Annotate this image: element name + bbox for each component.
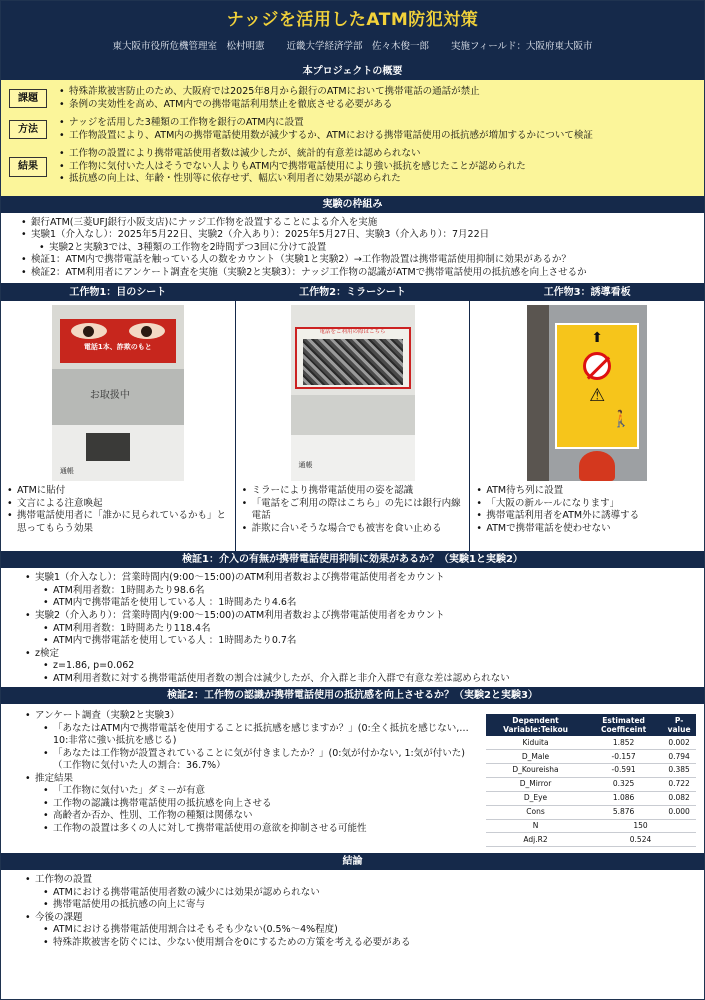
conclusion-list: [23, 874, 692, 949]
list-item: • ATMで携帯電話を使わせない: [474, 523, 698, 536]
atm-screen-label: お取扱中: [89, 390, 130, 402]
tool-heading: 工作物3：誘導看板: [470, 284, 704, 301]
overview-label: 方法: [9, 120, 47, 139]
table-cell: Adj.R2: [486, 833, 585, 847]
mirror-surface: [303, 339, 403, 385]
walking-person-icon: 🚶: [611, 408, 632, 428]
list-item: • ATM待ち列に設置: [474, 485, 698, 498]
table-cell: 1.852: [585, 736, 662, 749]
table-cell: 1.086: [585, 791, 662, 805]
table-cell: 0.794: [662, 750, 696, 764]
list-item: • ATM利用者数：1時間あたり98.6名: [23, 585, 692, 598]
table-cell: 0.722: [662, 777, 696, 791]
conclusion-heading: 結論: [1, 853, 704, 870]
table-cell: 0.002: [662, 736, 696, 749]
list-item: • 工作物の設置により携帯電話使用者数は減少したが、統計的有意差は認められない: [57, 148, 696, 161]
author-line: [1, 41, 704, 54]
overview-row-result: [9, 148, 696, 186]
table-row: [486, 819, 696, 833]
tools-section: [1, 283, 704, 551]
table-header: P-value: [662, 714, 696, 736]
list-item: • 条例の実効性を高め、ATM内での携帯電話利用禁止を徹底させる必要がある: [57, 99, 696, 112]
author-1: 東大阪市役所危機管理室 松村明憲: [112, 41, 265, 52]
tool-list: [470, 485, 704, 535]
list-item: • アンケート調査（実験2と実験3）: [23, 710, 478, 723]
sign-stand: [579, 451, 615, 481]
no-phone-icon: [583, 352, 611, 380]
tool-heading: 工作物1：目のシート: [1, 284, 235, 301]
verification1-list: [23, 572, 692, 685]
list-item: • 今後の課題: [23, 912, 692, 925]
list-item: • 実験1（介入なし）：営業時間内(9:00～15:00)のATM利用者数および携帯電話使用者をカウント: [23, 572, 692, 585]
list-item: • 実験2（介入あり）：営業時間内(9:00～15:00)のATM利用者数および携帯電話使用者をカウント: [23, 610, 692, 623]
warning-icon: ⚠: [589, 384, 606, 406]
list-item: • 携帯電話使用者に「誰かに見られているかも」と思ってもらう効果: [5, 510, 229, 535]
list-item: • 銀行ATM(三菱UFJ銀行小阪支店)にナッジ工作物を設置することによる介入を実施: [19, 217, 692, 230]
framework-list: [19, 217, 692, 280]
list-item: • ナッジを活用した3種類の工作物を銀行のATM内に設置: [57, 117, 696, 130]
list-item: • 工作物の設置は多くの人に対して携帯電話使用の意欲を抑制させる可能性: [23, 823, 478, 836]
table-cell: 0.385: [662, 763, 696, 777]
list-item: • 文言による注意喚起: [5, 498, 229, 511]
arrow-up-icon: ⬆: [591, 330, 604, 347]
list-item: • 工作物の設置: [23, 874, 692, 887]
list-item: • 詐欺に合いそうな場合でも被害を食い止める: [240, 523, 464, 536]
list-item: • 特殊詐欺被害防止のため、大阪府では2025年8月から銀行のATMにおいて携帯電話の通話が禁止: [57, 86, 696, 99]
table-cell: Kiduita: [486, 736, 585, 749]
eye-sheet-banner: [60, 319, 176, 363]
overview-list: [57, 86, 696, 111]
table-row: [486, 805, 696, 819]
passbook-label: 通帳: [59, 467, 74, 476]
list-item: • 特殊詐欺被害を防ぐには、少ない使用割合を0にするための方策を考える必要がある: [23, 937, 692, 950]
list-item: • 検証2：ATM利用者にアンケート調査を実施（実験2と実験3）：ナッジ工作物の認識がATMで携帯電話使用の抵抗感を向上させるか: [19, 267, 692, 280]
eye-icon: [71, 323, 107, 339]
list-item: • ミラーにより携帯電話使用の姿を認識: [240, 485, 464, 498]
tool-list: [236, 485, 470, 535]
author-2: 近畿大学経済学部 佐々木俊一郎: [286, 41, 429, 52]
table-cell: 0.082: [662, 791, 696, 805]
list-item: • ATM利用者数：1時間あたり118.4名: [23, 623, 692, 636]
table-row: [486, 791, 696, 805]
field-site: 実施フィールド：大阪府東大阪市: [450, 41, 593, 52]
verification1-heading: 検証1：介入の有無が携帯電話使用抑制に効果があるか？（実験1と実験2）: [1, 551, 704, 568]
overview-list: [57, 117, 696, 142]
overview-label: 課題: [9, 89, 47, 108]
overview-list: [57, 148, 696, 186]
regression-table: [486, 714, 696, 847]
table-header: Dependent Variable:Teikou: [486, 714, 585, 736]
poster-title: ナッジを活用したATM防犯対策: [226, 10, 479, 30]
table-header: Estimated Coefficeint: [585, 714, 662, 736]
table-row: [486, 833, 696, 847]
list-item: • ATMにおける携帯電話使用割合はそもそも少ない(0.5%～4%程度): [23, 924, 692, 937]
list-item: • 「あなたは工作物が設置されていることに気が付きましたか？」(0:気が付かない, 1:気が付いた)（工作物に気付いた人の割合：36.7%）: [23, 748, 478, 773]
list-item: • 「工作物に気付いた」ダミーが有意: [23, 785, 478, 798]
list-item: • 携帯電話使用の抵抗感の向上に寄与: [23, 899, 692, 912]
list-item: • ATM内で携帯電話を使用している人 ：1時間あたり0.7名: [23, 635, 692, 648]
list-item: • 抵抗感の向上は、年齢・性別等に依存せず、幅広い利用者に効果が認められた: [57, 173, 696, 186]
table-cell: 5.876: [585, 805, 662, 819]
verification1-section: [1, 568, 704, 687]
eye-icon: [129, 323, 165, 339]
tool-list: [1, 485, 235, 535]
framework-section: [1, 213, 704, 284]
list-item: • 高齢者か否か、性別、工作物の種類は関係ない: [23, 810, 478, 823]
eye-sheet-caption: 電話1本、詐欺のもと: [83, 343, 152, 352]
table-cell: N: [486, 819, 585, 833]
tool-heading: 工作物2：ミラーシート: [236, 284, 470, 301]
guide-sign-photo: [527, 305, 647, 481]
table-cell: -0.157: [585, 750, 662, 764]
list-item: • 工作物に気付いた人はそうでない人よりもATM内で携帯電話使用により強い抵抗を感じたことが認められた: [57, 161, 696, 174]
list-item: • ATM内で携帯電話を使用している人 ：1時間あたり4.6名: [23, 597, 692, 610]
verification2-list: [23, 710, 478, 835]
tool-mirror-sheet: [236, 284, 471, 551]
table-cell: D_Koureisha: [486, 763, 585, 777]
list-item: • 実験2と実験3では、3種類の工作物を2時間ずつ3回に分けて設置: [19, 242, 692, 255]
guide-sign-board: [555, 323, 639, 449]
list-item: • ATM利用者数に対する携帯電話使用者数の割合は減少したが、介入群と非介入群で有意な差は認められない: [23, 673, 692, 686]
overview-row-method: [9, 117, 696, 142]
list-item: • 携帯電話利用者をATM外に誘導する: [474, 510, 698, 523]
list-item: • 実験1（介入なし）：2025年5月22日、実験2（介入あり）：2025年5月27日、実験3（介入あり）：7月22日: [19, 229, 692, 242]
overview-section: [1, 80, 704, 196]
eye-sheet-photo: [52, 305, 184, 481]
list-item: • z検定: [23, 648, 692, 661]
list-item: • 検証1：ATM内で携帯電話を触っている人の数をカウント（実験1と実験2）→工作物設置は携帯電話使用抑制に効果があるか？: [19, 254, 692, 267]
list-item: • 推定結果: [23, 773, 478, 786]
table-cell: D_Eye: [486, 791, 585, 805]
passbook-label: 通帳: [298, 461, 313, 470]
mirror-caption: 電話をご利用の際はこちら: [319, 329, 386, 336]
table-cell: 0.000: [662, 805, 696, 819]
poster-header: [1, 1, 704, 63]
verification2-text: [23, 710, 486, 847]
list-item: • ATMに貼付: [5, 485, 229, 498]
table-row: [486, 750, 696, 764]
table-cell: -0.591: [585, 763, 662, 777]
list-item: • 「あなたはATM内で携帯電話を使用することに抵抗感を感じますか？」(0:全く抵抗を感じない,…10:非常に強い抵抗を感じる): [23, 723, 478, 748]
table-row: [486, 777, 696, 791]
list-item: • z=1.86, p=0.062: [23, 660, 692, 673]
mirror-frame: [295, 327, 411, 389]
table-cell: Cons: [486, 805, 585, 819]
verification2-section: [1, 704, 704, 849]
table-cell: 0.325: [585, 777, 662, 791]
tool-guide-sign: [470, 284, 704, 551]
conclusion-section: [1, 870, 704, 949]
table-cell: 0.524: [585, 833, 696, 847]
overview-row-issue: [9, 86, 696, 111]
table-cell: D_Mirror: [486, 777, 585, 791]
list-item: • 「大阪の新ルールになります」: [474, 498, 698, 511]
framework-heading: 実験の枠組み: [1, 196, 704, 213]
table-row: [486, 763, 696, 777]
list-item: • ATMにおける携帯電話使用者数の減少には効果が認められない: [23, 887, 692, 900]
verification2-heading: 検証2：工作物の認識が携帯電話使用の抵抗感を向上させるか？（実験2と実験3）: [1, 687, 704, 704]
list-item: • 「電話をご利用の際はこちら」の先には銀行内線電話: [240, 498, 464, 523]
table-cell: 150: [585, 819, 696, 833]
mirror-sheet-photo: [291, 305, 415, 481]
overview-label: 結果: [9, 157, 47, 176]
table-cell: D_Male: [486, 750, 585, 764]
overview-heading: 本プロジェクトの概要: [1, 63, 704, 80]
table-row: [486, 736, 696, 749]
tool-eye-sheet: [1, 284, 236, 551]
list-item: • 工作物の認識は携帯電話使用の抵抗感を向上させる: [23, 798, 478, 811]
list-item: • 工作物設置により、ATM内の携帯電話使用数が減少するか、ATMにおける携帯電話使用の抵抗感が増加するかについて検証: [57, 130, 696, 143]
